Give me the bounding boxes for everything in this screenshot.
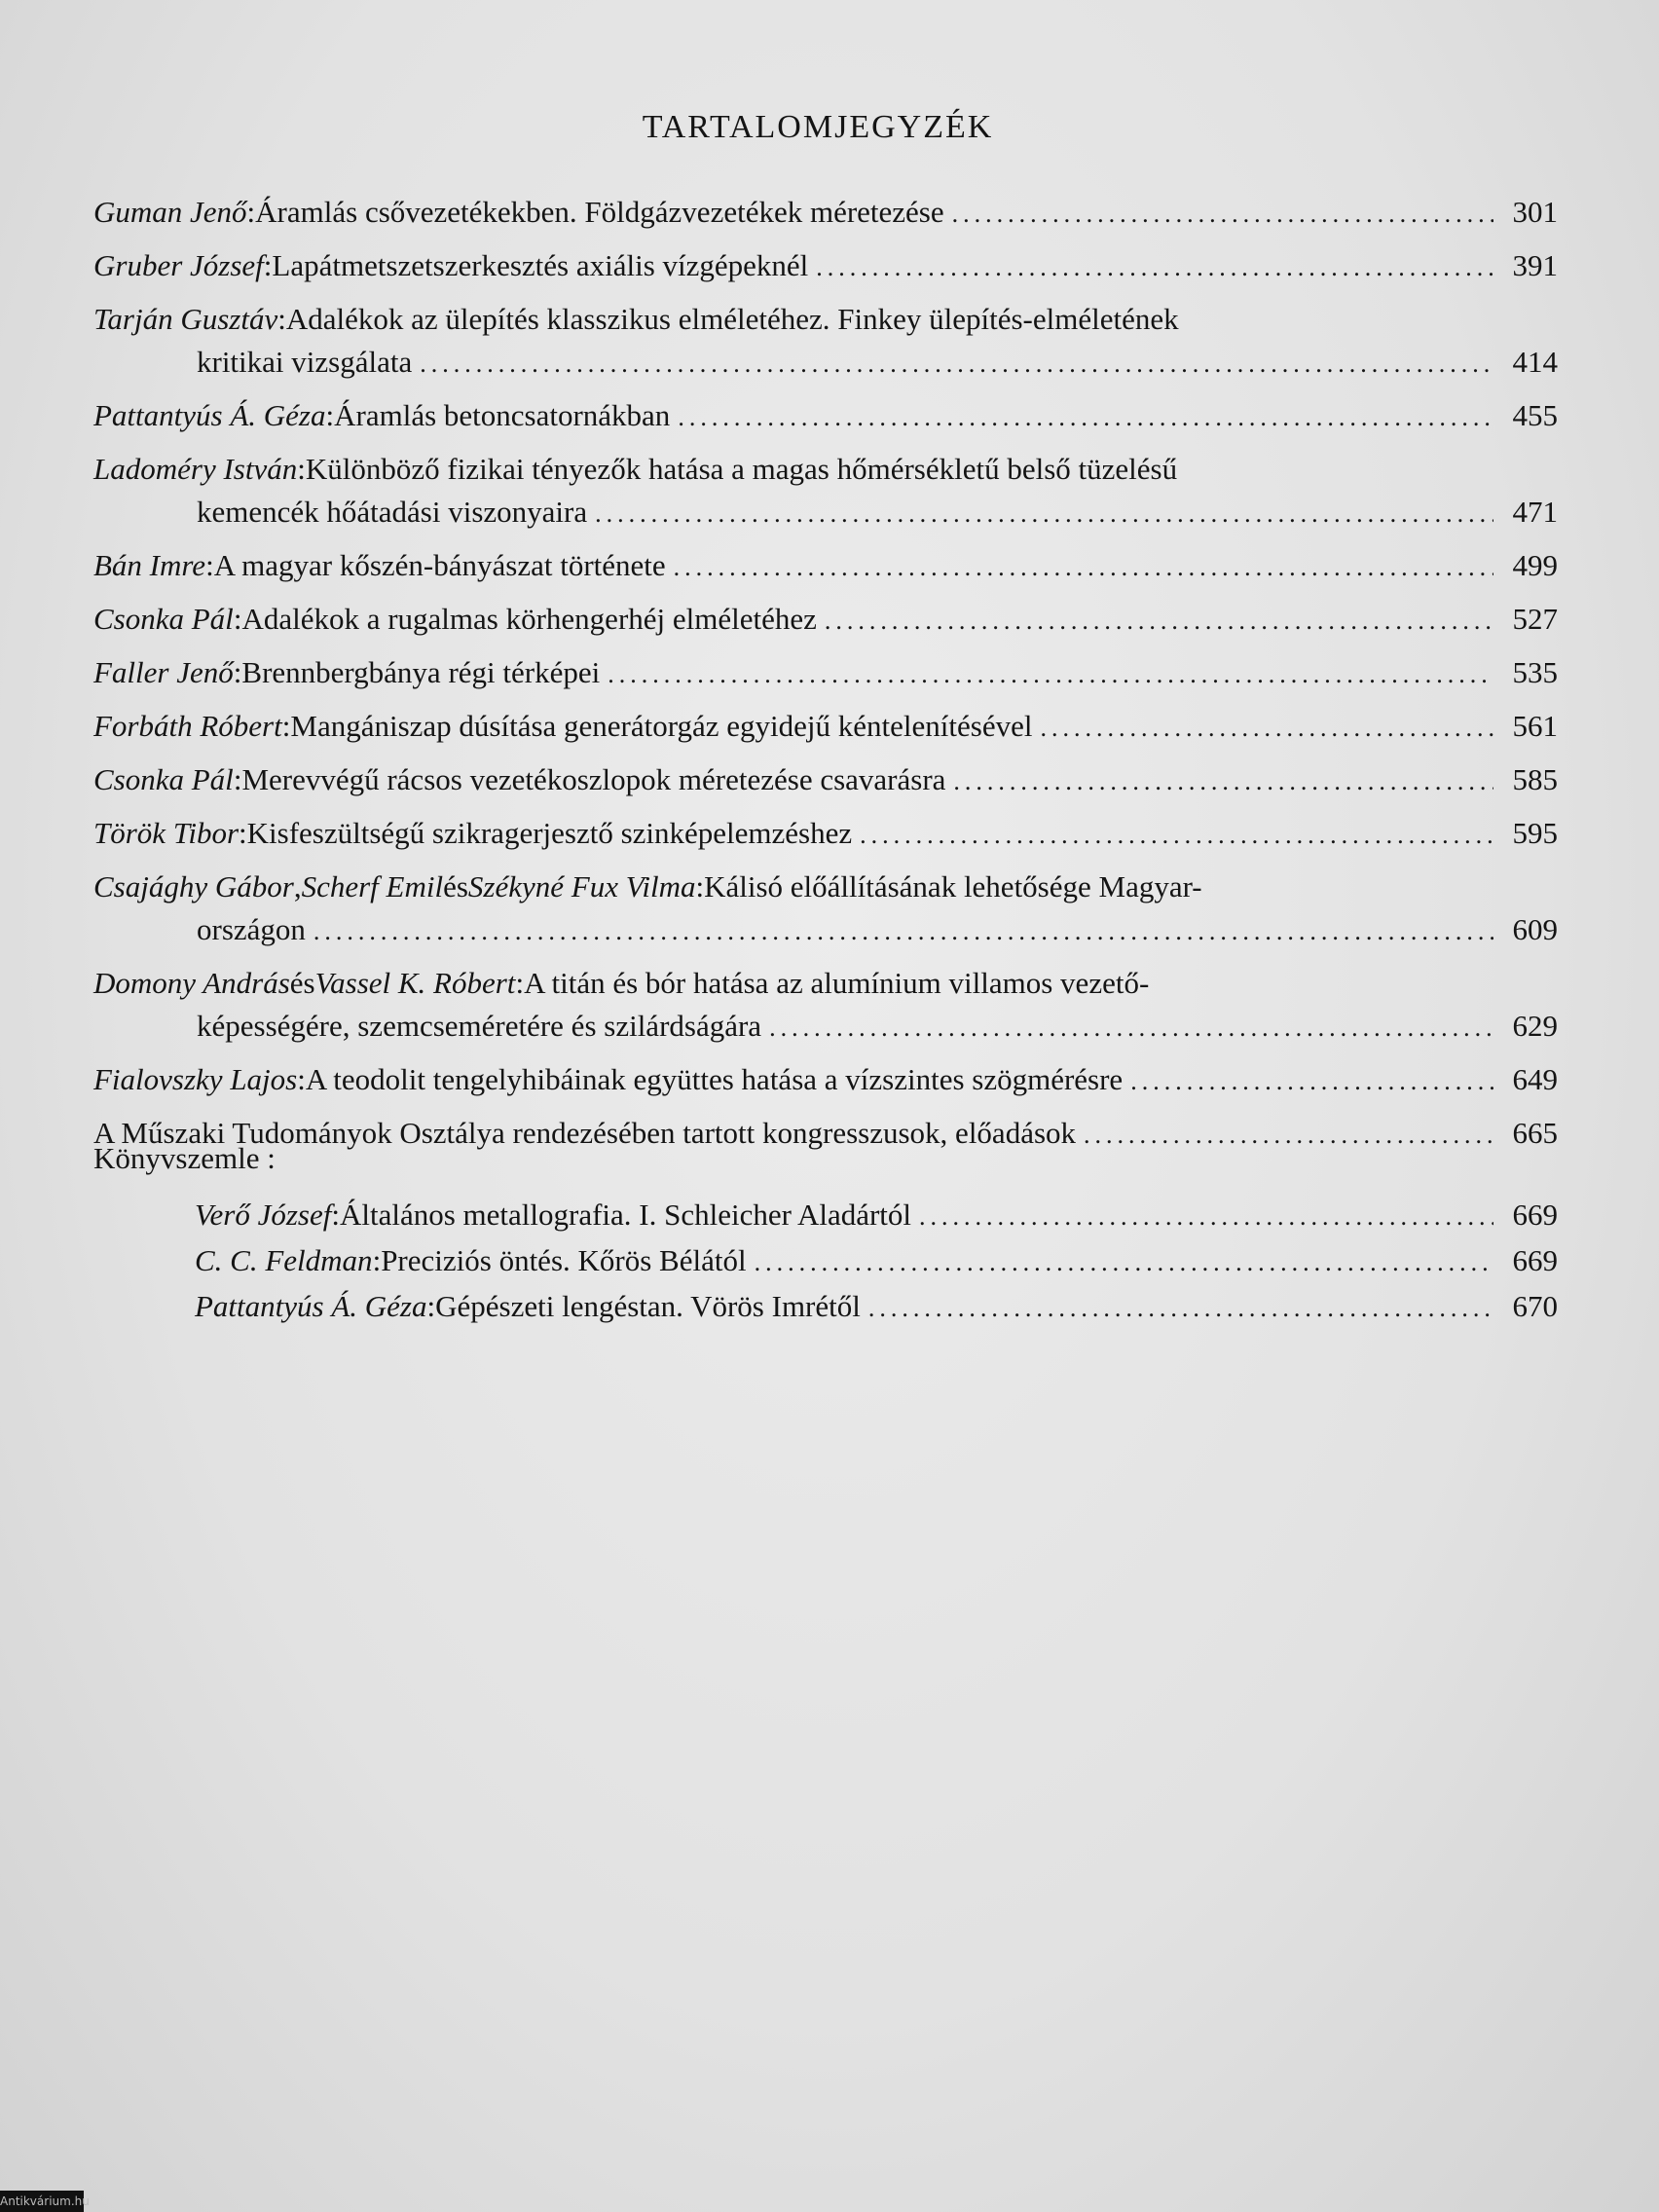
- page-number: 609: [1512, 912, 1558, 946]
- entry-author: Bán Imre: [93, 548, 206, 582]
- entry-title: Áramlás betoncsatornákban: [334, 398, 671, 432]
- toc-entry: [93, 394, 1558, 439]
- toc-line-continued: [93, 1005, 1558, 1050]
- toc-line: [93, 544, 1558, 589]
- toc-line: [93, 962, 1558, 1005]
- toc-entry: [195, 1194, 1558, 1238]
- entry-title: A magyar kőszén-bányászat története: [213, 548, 666, 582]
- entry-author: Tarján Gusztáv: [93, 302, 278, 336]
- leader-dots: [420, 343, 1493, 386]
- toc-line-continued: [93, 908, 1558, 953]
- toc-entry: [93, 1058, 1558, 1103]
- entry-author: Scherf Emil: [301, 869, 444, 903]
- toc-entry: [93, 812, 1558, 857]
- author-separator: :: [297, 452, 306, 486]
- entry-author: Forbáth Róbert: [93, 709, 282, 743]
- toc-list: [93, 191, 1558, 1165]
- toc-line: [93, 394, 1558, 439]
- leader-dots: [860, 814, 1493, 857]
- entry-author: Fialovszky Lajos: [93, 1062, 298, 1096]
- entry-title-continued: kritikai vizsgálata: [197, 345, 413, 379]
- entry-title: Merevvégű rácsos vezetékoszlopok méretezése csavarásra: [241, 762, 946, 796]
- entry-author: Domony András: [93, 966, 290, 1000]
- author-separator: :: [515, 966, 525, 1000]
- author-joiner: és: [443, 869, 468, 903]
- toc-entry: [93, 962, 1558, 1050]
- page-number: 499: [1512, 548, 1558, 582]
- toc-line-continued: [93, 491, 1558, 535]
- page-number: 670: [1512, 1289, 1558, 1323]
- page-number: 535: [1512, 655, 1558, 689]
- author-separator: :: [695, 869, 705, 903]
- toc-entry: [93, 866, 1558, 953]
- author-joiner: ,: [293, 869, 302, 903]
- page-number: 665: [1512, 1116, 1558, 1150]
- page-number: 527: [1512, 602, 1558, 636]
- entry-author: Vassel K. Róbert: [314, 966, 516, 1000]
- toc-line: [93, 812, 1558, 857]
- toc-line: [93, 448, 1558, 491]
- toc-entry: [93, 191, 1558, 236]
- entry-title: A teodolit tengelyhibáinak együttes hatása a vízszintes szögmérésre: [305, 1062, 1124, 1096]
- watermark-footer: Antikvárium.hu: [0, 2191, 84, 2212]
- toc-line: [93, 298, 1558, 341]
- leader-dots: [919, 1196, 1493, 1238]
- entry-title: A titán és bór hatása az alumínium villamos vezető-: [524, 966, 1150, 1000]
- toc-line: [195, 1285, 1558, 1330]
- author-separator: :: [325, 398, 335, 432]
- page-number: 561: [1512, 709, 1558, 743]
- entry-author: Székyné Fux Vilma: [467, 869, 696, 903]
- page-number: 585: [1512, 762, 1558, 796]
- author-separator: :: [372, 1243, 382, 1277]
- toc-entry: [93, 544, 1558, 589]
- page-number: 669: [1512, 1243, 1558, 1277]
- toc-line: [195, 1239, 1558, 1284]
- book-review-heading: Könyvszemle :: [93, 1141, 276, 1175]
- entry-title: Különböző fizikai tényezők hatása a magas hőmérsékletű belső tüzelésű: [305, 452, 1178, 486]
- toc-entry: [93, 298, 1558, 386]
- entry-title: Általános metallografia. I. Schleicher Aladártól: [339, 1198, 912, 1232]
- toc-line: [93, 1058, 1558, 1103]
- entry-title-continued: kemencék hőátadási viszonyaira: [197, 495, 588, 529]
- page-number: 629: [1512, 1009, 1558, 1043]
- entry-author: Csonka Pál: [93, 762, 234, 796]
- entry-title: Lapátmetszetszerkesztés axiális vízgépeknél: [272, 248, 809, 282]
- toc-line-continued: [93, 341, 1558, 386]
- page-number: 301: [1512, 195, 1558, 229]
- entry-title: Gépészeti lengéstan. Vörös Imrétől: [435, 1289, 861, 1323]
- author-separator: :: [233, 602, 242, 636]
- page-number: 391: [1512, 248, 1558, 282]
- book-review-list: [195, 1194, 1558, 1331]
- page-number: 414: [1512, 345, 1558, 379]
- page-number: 595: [1512, 816, 1558, 850]
- entry-title-continued: képességére, szemcseméretére és szilárdságára: [197, 1009, 762, 1043]
- toc-entry: [93, 705, 1558, 750]
- author-separator: :: [233, 762, 242, 796]
- author-separator: :: [426, 1289, 436, 1323]
- toc-line: [93, 758, 1558, 803]
- author-separator: :: [205, 548, 214, 582]
- leader-dots: [952, 193, 1493, 236]
- entry-author: Gruber József: [93, 248, 264, 282]
- leader-dots: [1084, 1114, 1493, 1157]
- toc-entry: [195, 1285, 1558, 1330]
- leader-dots: [1130, 1060, 1493, 1103]
- toc-entry: [93, 448, 1558, 535]
- entry-author: Verő József: [195, 1198, 332, 1232]
- toc-line: [93, 598, 1558, 643]
- leader-dots: [755, 1241, 1493, 1284]
- entry-title: Mangániszap dúsítása generátorgáz egyidejű kéntelenítésével: [290, 709, 1033, 743]
- toc-entry: [195, 1239, 1558, 1284]
- entry-author: Török Tibor: [93, 816, 240, 850]
- author-separator: :: [233, 655, 242, 689]
- entry-title: Adalékok az ülepítés klasszikus elméletéhez. Finkey ülepítés-elméletének: [285, 302, 1179, 336]
- leader-dots: [953, 760, 1493, 803]
- entry-author: Ladoméry István: [93, 452, 298, 486]
- leader-dots: [868, 1287, 1493, 1330]
- toc-line: [93, 705, 1558, 750]
- toc-entry: [93, 758, 1558, 803]
- entry-title-continued: országon: [197, 912, 306, 946]
- author-separator: :: [246, 195, 256, 229]
- entry-title: A Műszaki Tudományok Osztálya rendezésében tartott kongresszusok, előadások: [93, 1116, 1077, 1150]
- author-separator: :: [297, 1062, 306, 1096]
- toc-entry: [93, 1112, 1558, 1157]
- leader-dots: [674, 546, 1493, 589]
- author-separator: :: [277, 302, 286, 336]
- toc-entry: [93, 244, 1558, 289]
- toc-line: [93, 244, 1558, 289]
- entry-author: Csonka Pál: [93, 602, 234, 636]
- leader-dots: [769, 1007, 1493, 1050]
- leader-dots: [825, 600, 1493, 643]
- author-separator: :: [281, 709, 291, 743]
- page-number: 471: [1512, 495, 1558, 529]
- page-number: 455: [1512, 398, 1558, 432]
- entry-author: Csajághy Gábor: [93, 869, 294, 903]
- toc-line: [195, 1194, 1558, 1238]
- leader-dots: [1040, 707, 1493, 750]
- entry-author: Pattantyús Á. Géza: [93, 398, 326, 432]
- page-number: 669: [1512, 1198, 1558, 1232]
- toc-entry: [93, 651, 1558, 696]
- toc-line: [93, 1112, 1558, 1157]
- entry-author: C. C. Feldman: [195, 1243, 373, 1277]
- leader-dots: [313, 910, 1493, 953]
- entry-title: Brennbergbánya régi térképei: [241, 655, 601, 689]
- page-title: TARTALOMJEGYZÉK: [642, 109, 994, 145]
- entry-author: Guman Jenő: [93, 195, 247, 229]
- entry-title: Kálisó előállításának lehetősége Magyar-: [704, 869, 1202, 903]
- entry-author: Pattantyús Á. Géza: [195, 1289, 427, 1323]
- toc-line: [93, 191, 1558, 236]
- entry-author: Faller Jenő: [93, 655, 234, 689]
- leader-dots: [678, 396, 1493, 439]
- entry-title: Adalékok a rugalmas körhengerhéj elméletéhez: [241, 602, 817, 636]
- author-joiner: és: [289, 966, 315, 1000]
- entry-title: Kisfeszültségű szikragerjesztő szinképelemzéshez: [246, 816, 853, 850]
- toc-line: [93, 651, 1558, 696]
- leader-dots: [595, 493, 1493, 535]
- entry-title: Preciziós öntés. Kőrös Bélától: [381, 1243, 747, 1277]
- page-number: 649: [1512, 1062, 1558, 1096]
- entry-title: Áramlás csővezetékekben. Földgázvezetékek méretezése: [255, 195, 944, 229]
- author-separator: :: [331, 1198, 340, 1232]
- author-separator: :: [239, 816, 247, 850]
- author-separator: :: [263, 248, 273, 282]
- toc-line: [93, 866, 1558, 908]
- toc-entry: [93, 598, 1558, 643]
- leader-dots: [608, 653, 1493, 696]
- leader-dots: [816, 246, 1493, 289]
